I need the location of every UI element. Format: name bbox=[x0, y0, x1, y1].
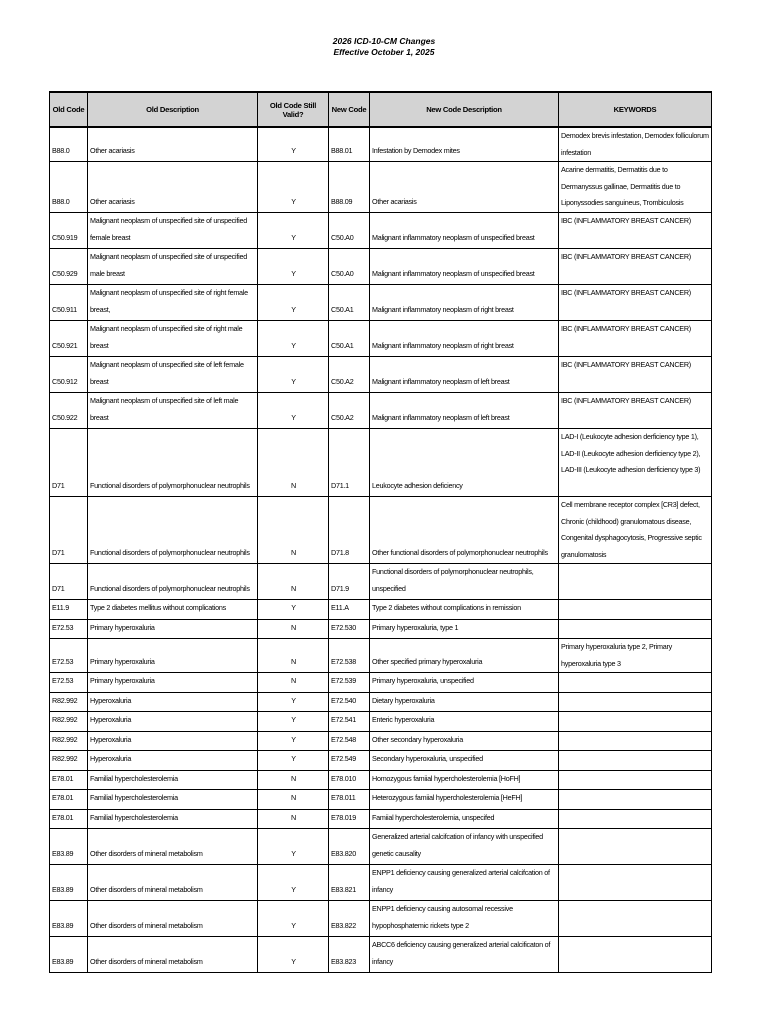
new-code-cell: E78.010 bbox=[329, 770, 370, 790]
still-valid-cell: N bbox=[258, 809, 329, 829]
keywords-cell: IBC (INFLAMMATORY BREAST CANCER) bbox=[559, 213, 712, 249]
old-code-cell: C50.929 bbox=[50, 249, 88, 285]
still-valid-cell: N bbox=[258, 790, 329, 810]
header-old-code: Old Code bbox=[50, 92, 88, 127]
old-description-cell: Primary hyperoxaluria bbox=[88, 619, 258, 639]
new-description-cell: Functional disorders of polymorphonuclear neutrophils, unspecified bbox=[370, 564, 559, 600]
new-description-cell: ENPP1 deficiency causing autosomal recessive hypophosphatemic rickets type 2 bbox=[370, 901, 559, 937]
still-valid-cell: Y bbox=[258, 285, 329, 321]
old-code-cell: E83.89 bbox=[50, 829, 88, 865]
keywords-cell: IBC (INFLAMMATORY BREAST CANCER) bbox=[559, 393, 712, 429]
new-code-cell: E72.530 bbox=[329, 619, 370, 639]
keywords-cell bbox=[559, 865, 712, 901]
new-code-cell: E11.A bbox=[329, 600, 370, 620]
keywords-cell bbox=[559, 901, 712, 937]
new-code-cell: C50.A1 bbox=[329, 321, 370, 357]
table-row bbox=[50, 937, 712, 973]
new-description-cell: Leukocyte adhesion deficiency bbox=[370, 429, 559, 497]
new-description-cell: Infestation by Demodex mites bbox=[370, 127, 559, 162]
old-code-cell: E72.53 bbox=[50, 639, 88, 673]
old-code-cell: E11.9 bbox=[50, 600, 88, 620]
old-description-cell: Hyperoxaluria bbox=[88, 712, 258, 732]
table-row bbox=[50, 731, 712, 751]
still-valid-cell: N bbox=[258, 770, 329, 790]
keywords-cell: IBC (INFLAMMATORY BREAST CANCER) bbox=[559, 357, 712, 393]
table-body bbox=[50, 127, 712, 973]
table-row bbox=[50, 285, 712, 321]
new-code-cell: B88.09 bbox=[329, 162, 370, 213]
table-row bbox=[50, 712, 712, 732]
still-valid-cell: Y bbox=[258, 901, 329, 937]
old-description-cell: Functional disorders of polymorphonuclear neutrophils bbox=[88, 564, 258, 600]
old-description-cell: Other disorders of mineral metabolism bbox=[88, 937, 258, 973]
old-code-cell: B88.0 bbox=[50, 127, 88, 162]
new-code-cell: B88.01 bbox=[329, 127, 370, 162]
old-description-cell: Other disorders of mineral metabolism bbox=[88, 901, 258, 937]
still-valid-cell: N bbox=[258, 497, 329, 564]
keywords-cell bbox=[559, 770, 712, 790]
new-description-cell: Type 2 diabetes without complications in remission bbox=[370, 600, 559, 620]
keywords-cell bbox=[559, 751, 712, 771]
table-row bbox=[50, 809, 712, 829]
table-row bbox=[50, 639, 712, 673]
new-code-cell: E72.539 bbox=[329, 673, 370, 693]
table-row bbox=[50, 213, 712, 249]
still-valid-cell: Y bbox=[258, 712, 329, 732]
old-description-cell: Other disorders of mineral metabolism bbox=[88, 829, 258, 865]
new-description-cell: Enteric hyperoxaluria bbox=[370, 712, 559, 732]
still-valid-cell: Y bbox=[258, 751, 329, 771]
old-code-cell: C50.921 bbox=[50, 321, 88, 357]
new-code-cell: D71.1 bbox=[329, 429, 370, 497]
header-old-code-still-valid: Old Code Still Valid? bbox=[258, 92, 329, 127]
icd-changes-table bbox=[49, 91, 712, 973]
still-valid-cell: Y bbox=[258, 731, 329, 751]
table-row bbox=[50, 497, 712, 564]
new-description-cell: Heterozygous famiial hypercholesterolemia [HeFH] bbox=[370, 790, 559, 810]
new-code-cell: C50.A1 bbox=[329, 285, 370, 321]
table-row bbox=[50, 692, 712, 712]
keywords-cell: IBC (INFLAMMATORY BREAST CANCER) bbox=[559, 285, 712, 321]
keywords-cell: Primary hyperoxaluria type 2, Primary hyperoxaluria type 3 bbox=[559, 639, 712, 673]
old-code-cell: C50.919 bbox=[50, 213, 88, 249]
old-description-cell: Primary hyperoxaluria bbox=[88, 673, 258, 693]
still-valid-cell: N bbox=[258, 639, 329, 673]
new-description-cell: Other secondary hyperoxaluria bbox=[370, 731, 559, 751]
keywords-cell bbox=[559, 692, 712, 712]
table-row bbox=[50, 564, 712, 600]
old-code-cell: E78.01 bbox=[50, 770, 88, 790]
old-code-cell: C50.911 bbox=[50, 285, 88, 321]
old-code-cell: E78.01 bbox=[50, 790, 88, 810]
old-code-cell: C50.912 bbox=[50, 357, 88, 393]
still-valid-cell: Y bbox=[258, 249, 329, 285]
table-row bbox=[50, 829, 712, 865]
still-valid-cell: Y bbox=[258, 937, 329, 973]
keywords-cell bbox=[559, 712, 712, 732]
new-description-cell: Malignant inflammatory neoplasm of unspecified breast bbox=[370, 213, 559, 249]
table-row bbox=[50, 770, 712, 790]
still-valid-cell: Y bbox=[258, 321, 329, 357]
keywords-cell: IBC (INFLAMMATORY BREAST CANCER) bbox=[559, 249, 712, 285]
table-row bbox=[50, 162, 712, 213]
old-description-cell: Familial hypercholesterolemia bbox=[88, 809, 258, 829]
new-description-cell: Other acariasis bbox=[370, 162, 559, 213]
new-code-cell: E72.549 bbox=[329, 751, 370, 771]
old-description-cell: Malignant neoplasm of unspecified site of left female breast bbox=[88, 357, 258, 393]
old-description-cell: Other acariasis bbox=[88, 162, 258, 213]
new-description-cell: Malignant inflammatory neoplasm of unspecified breast bbox=[370, 249, 559, 285]
new-description-cell: Famiial hypercholesterolemia, unspecifed bbox=[370, 809, 559, 829]
new-code-cell: C50.A0 bbox=[329, 249, 370, 285]
new-code-cell: C50.A2 bbox=[329, 357, 370, 393]
keywords-cell bbox=[559, 937, 712, 973]
new-description-cell: Malignant inflammatory neoplasm of right breast bbox=[370, 285, 559, 321]
still-valid-cell: N bbox=[258, 619, 329, 639]
new-description-cell: Malignant inflammatory neoplasm of left breast bbox=[370, 357, 559, 393]
old-code-cell: C50.922 bbox=[50, 393, 88, 429]
new-description-cell: ENPP1 deficiency causing generalized arterial calcifcation of infancy bbox=[370, 865, 559, 901]
old-description-cell: Hyperoxaluria bbox=[88, 692, 258, 712]
old-description-cell: Other disorders of mineral metabolism bbox=[88, 865, 258, 901]
old-code-cell: E72.53 bbox=[50, 673, 88, 693]
old-code-cell: R82.992 bbox=[50, 712, 88, 732]
table-header-row bbox=[50, 92, 712, 127]
header-new-code-description: New Code Description bbox=[370, 92, 559, 127]
old-code-cell: R82.992 bbox=[50, 751, 88, 771]
old-description-cell: Malignant neoplasm of unspecified site of unspecified female breast bbox=[88, 213, 258, 249]
new-code-cell: E78.011 bbox=[329, 790, 370, 810]
new-description-cell: Generalized arterial calcifcation of infancy with unspecified genetic causality bbox=[370, 829, 559, 865]
keywords-cell bbox=[559, 564, 712, 600]
new-code-cell: E72.541 bbox=[329, 712, 370, 732]
new-description-cell: ABCC6 deficiency causing generalized arterial calcificaton of infancy bbox=[370, 937, 559, 973]
still-valid-cell: Y bbox=[258, 829, 329, 865]
new-description-cell: Other specified primary hyperoxaluria bbox=[370, 639, 559, 673]
table-row bbox=[50, 127, 712, 162]
still-valid-cell: Y bbox=[258, 127, 329, 162]
table-row bbox=[50, 901, 712, 937]
old-description-cell: Malignant neoplasm of unspecified site of right female breast, bbox=[88, 285, 258, 321]
new-code-cell: D71.9 bbox=[329, 564, 370, 600]
new-description-cell: Other functional disorders of polymorphonuclear neutrophils bbox=[370, 497, 559, 564]
new-code-cell: C50.A2 bbox=[329, 393, 370, 429]
table-row bbox=[50, 393, 712, 429]
old-description-cell: Functional disorders of polymorphonuclear neutrophils bbox=[88, 429, 258, 497]
keywords-cell bbox=[559, 790, 712, 810]
still-valid-cell: Y bbox=[258, 213, 329, 249]
new-code-cell: C50.A0 bbox=[329, 213, 370, 249]
old-description-cell: Other acariasis bbox=[88, 127, 258, 162]
header-new-code: New Code bbox=[329, 92, 370, 127]
table-row bbox=[50, 619, 712, 639]
header-keywords: KEYWORDS bbox=[559, 92, 712, 127]
new-description-cell: Homozygous famiial hypercholesterolemia [HoFH] bbox=[370, 770, 559, 790]
table-row bbox=[50, 600, 712, 620]
new-code-cell: E83.821 bbox=[329, 865, 370, 901]
old-description-cell: Familial hypercholesterolemia bbox=[88, 790, 258, 810]
keywords-cell bbox=[559, 829, 712, 865]
table-row bbox=[50, 429, 712, 497]
still-valid-cell: Y bbox=[258, 600, 329, 620]
old-description-cell: Type 2 diabetes mellitus without complications bbox=[88, 600, 258, 620]
still-valid-cell: Y bbox=[258, 393, 329, 429]
new-code-cell: E72.540 bbox=[329, 692, 370, 712]
old-code-cell: E83.89 bbox=[50, 901, 88, 937]
still-valid-cell: Y bbox=[258, 357, 329, 393]
table-row bbox=[50, 751, 712, 771]
new-code-cell: E72.538 bbox=[329, 639, 370, 673]
keywords-cell bbox=[559, 600, 712, 620]
still-valid-cell: N bbox=[258, 673, 329, 693]
old-code-cell: E78.01 bbox=[50, 809, 88, 829]
still-valid-cell: Y bbox=[258, 162, 329, 213]
still-valid-cell: Y bbox=[258, 865, 329, 901]
table-row bbox=[50, 673, 712, 693]
old-description-cell: Hyperoxaluria bbox=[88, 751, 258, 771]
new-code-cell: E83.820 bbox=[329, 829, 370, 865]
new-description-cell: Primary hyperoxaluria, type 1 bbox=[370, 619, 559, 639]
old-code-cell: E83.89 bbox=[50, 865, 88, 901]
document-title: 2026 ICD-10-CM Changes bbox=[332, 36, 436, 46]
old-description-cell: Malignant neoplasm of unspecified site of right male breast bbox=[88, 321, 258, 357]
keywords-cell bbox=[559, 619, 712, 639]
new-description-cell: Secondary hyperoxaluria, unspecified bbox=[370, 751, 559, 771]
new-code-cell: D71.8 bbox=[329, 497, 370, 564]
new-description-cell: Primary hyperoxaluria, unspecified bbox=[370, 673, 559, 693]
table-row bbox=[50, 790, 712, 810]
old-description-cell: Functional disorders of polymorphonuclear neutrophils bbox=[88, 497, 258, 564]
keywords-cell: IBC (INFLAMMATORY BREAST CANCER) bbox=[559, 321, 712, 357]
table-row bbox=[50, 865, 712, 901]
new-code-cell: E72.548 bbox=[329, 731, 370, 751]
still-valid-cell: N bbox=[258, 564, 329, 600]
table-row bbox=[50, 249, 712, 285]
old-code-cell: R82.992 bbox=[50, 692, 88, 712]
header-old-description: Old Description bbox=[88, 92, 258, 127]
table-row bbox=[50, 321, 712, 357]
old-code-cell: E72.53 bbox=[50, 619, 88, 639]
keywords-cell bbox=[559, 673, 712, 693]
keywords-cell: Cell membrane receptor complex [CR3] defect, Chronic (childhood) granulomatous disease, Congenital dysphagocytosis, Progressive septic granulomatosis bbox=[559, 497, 712, 564]
keywords-cell: Demodex brevis infestation, Demodex folliculorum infestation bbox=[559, 127, 712, 162]
old-code-cell: R82.992 bbox=[50, 731, 88, 751]
new-description-cell: Malignant inflammatory neoplasm of right breast bbox=[370, 321, 559, 357]
old-description-cell: Malignant neoplasm of unspecified site of unspecified male breast bbox=[88, 249, 258, 285]
old-code-cell: D71 bbox=[50, 429, 88, 497]
old-description-cell: Familial hypercholesterolemia bbox=[88, 770, 258, 790]
table-row bbox=[50, 357, 712, 393]
new-code-cell: E83.822 bbox=[329, 901, 370, 937]
keywords-cell bbox=[559, 809, 712, 829]
old-code-cell: B88.0 bbox=[50, 162, 88, 213]
old-code-cell: D71 bbox=[50, 497, 88, 564]
keywords-cell bbox=[559, 731, 712, 751]
still-valid-cell: Y bbox=[258, 692, 329, 712]
document-header bbox=[0, 36, 768, 58]
new-code-cell: E78.019 bbox=[329, 809, 370, 829]
new-description-cell: Malignant inflammatory neoplasm of left breast bbox=[370, 393, 559, 429]
old-description-cell: Primary hyperoxaluria bbox=[88, 639, 258, 673]
still-valid-cell: N bbox=[258, 429, 329, 497]
old-description-cell: Malignant neoplasm of unspecified site of left male breast bbox=[88, 393, 258, 429]
old-code-cell: E83.89 bbox=[50, 937, 88, 973]
new-description-cell: Dietary hyperoxaluria bbox=[370, 692, 559, 712]
new-code-cell: E83.823 bbox=[329, 937, 370, 973]
old-description-cell: Hyperoxaluria bbox=[88, 731, 258, 751]
old-code-cell: D71 bbox=[50, 564, 88, 600]
keywords-cell: LAD-I (Leukocyte adhesion derficiency type 1), LAD-II (Leukocyte adhesion derficiency type 2), LAD-III (Leukocyte adhesion derficiency type 3) bbox=[559, 429, 712, 497]
document-subtitle: Effective October 1, 2025 bbox=[333, 47, 435, 57]
keywords-cell: Acarine dermatitis, Dermatitis due to Dermanyssus gallinae, Dermatitis due to Liponyssodies sanguineus, Trombiculosis bbox=[559, 162, 712, 213]
